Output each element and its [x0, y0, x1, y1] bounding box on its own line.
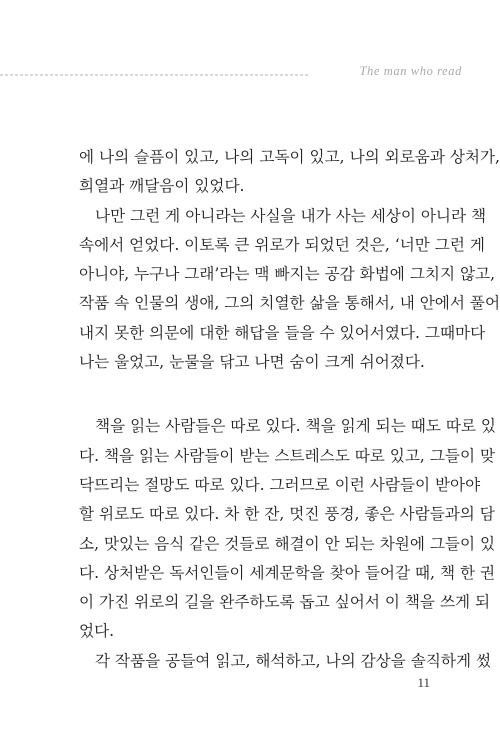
page-number: 11 [417, 675, 430, 690]
text-line: 다. 상처받은 독서인들이 세계문학을 찾아 들어갈 때, 책 한 권 [79, 563, 496, 582]
section-gap [79, 377, 431, 412]
text-line: 소, 맛있는 음식 같은 것들로 해결이 안 되는 차원에 그들이 있 [79, 534, 496, 553]
paragraph [79, 412, 496, 646]
text-line: 속에서 얻었다. 이토록 큰 위로가 되었던 것은, ‘너만 그런 게 [79, 235, 485, 254]
text-line: 책을 읽는 사람들은 따로 있다. 책을 읽게 되는 때도 따로 있 [95, 417, 496, 436]
text-line: 할 위로도 따로 있다. 차 한 잔, 멋진 풍경, 좋은 사람들과의 담 [79, 505, 495, 524]
running-title: The man who read [359, 64, 462, 78]
paragraph-continued [79, 143, 500, 202]
body-text [79, 143, 500, 676]
text-line: 이 가진 위로의 길을 완주하도록 돕고 싶어서 이 책을 쓰게 되 [79, 593, 491, 612]
text-line: 내지 못한 의문에 대한 해답을 들을 수 있어서였다. 그때마다 [79, 323, 486, 342]
text-line: 희열과 깨달음이 있었다. [79, 177, 245, 196]
text-line: 작품 속 인물의 생애, 그의 치열한 삶을 통해서, 내 안에서 풀어 [79, 294, 500, 313]
paragraph [79, 647, 492, 676]
header-dotted-rule [0, 72, 308, 78]
running-header [0, 60, 500, 84]
text-line: 닥뜨리는 절망도 따로 있다. 그러므로 이런 사람들이 받아야 [79, 475, 481, 494]
text-line: 나는 울었고, 눈물을 닦고 나면 숨이 크게 쉬어졌다. [79, 353, 425, 372]
text-line: 각 작품을 공들여 읽고, 해석하고, 나의 감상을 솔직하게 썼 [95, 651, 492, 670]
text-line: 다. 책을 읽는 사람들이 받는 스트레스도 따로 있고, 그들이 맞 [79, 446, 496, 465]
paragraph [79, 202, 500, 378]
text-line: 에 나의 슬픔이 있고, 나의 고독이 있고, 나의 외로움과 상처가, [79, 148, 500, 166]
text-line: 었다. [79, 622, 115, 641]
text-line: 아니야, 누구나 그래’라는 맥 빠지는 공감 화법에 그치지 않고, [79, 265, 496, 284]
text-line: 나만 그런 게 아니라는 사실을 내가 사는 세상이 아니라 책 [95, 206, 487, 225]
